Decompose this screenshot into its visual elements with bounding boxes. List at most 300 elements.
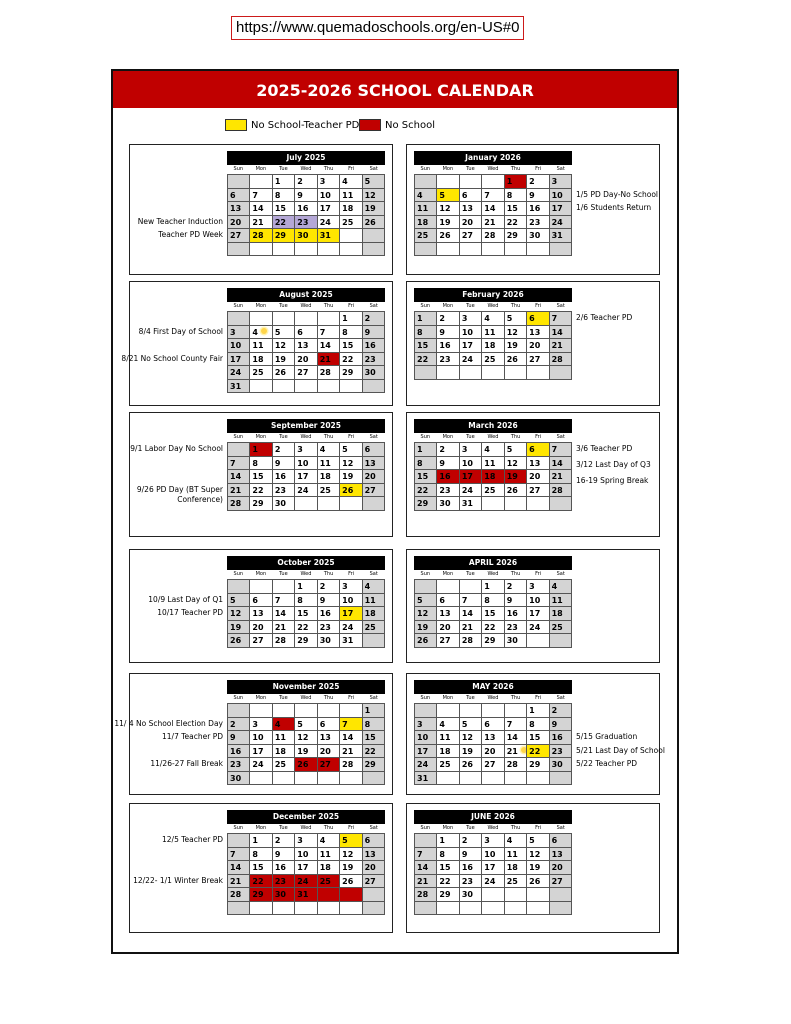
day-cell [363,366,385,380]
day-cell [415,634,437,648]
day-cell [437,718,459,732]
day-number: 21 [342,746,354,756]
day-cell [527,229,549,243]
day-number: 18 [439,746,451,756]
empty-cell [340,704,362,718]
day-cell [550,443,572,457]
empty-cell [273,243,295,257]
day-cell [550,745,572,759]
day-number: 5 [274,327,281,337]
day-number: 27 [364,876,376,886]
weekday-label: Tue [279,434,288,440]
day-cell [318,731,340,745]
day-cell [318,745,340,759]
day-cell [340,731,362,745]
day-number: 19 [342,472,354,481]
day-number: 19 [417,622,429,632]
day-cell [437,202,459,216]
day-grid [414,311,572,380]
empty-cell [318,243,340,257]
day-grid [227,833,385,915]
day-cell [363,216,385,230]
day-cell [505,731,527,745]
day-grid [227,579,385,648]
empty-cell [318,312,340,326]
day-number: 30 [364,368,376,377]
day-number: 29 [484,636,496,645]
day-number: 22 [529,746,541,756]
day-cell [460,326,482,340]
day-cell [295,731,317,745]
day-number: 18 [417,217,429,227]
day-number: 10 [529,595,541,605]
day-number: 4 [274,719,281,729]
day-number: 3 [297,836,303,845]
day-cell [415,202,437,216]
empty-cell [273,772,295,786]
day-number: 17 [297,472,309,481]
day-cell [482,718,504,732]
day-cell [340,758,362,772]
day-cell [437,758,459,772]
day-number: 21 [506,746,518,756]
day-cell [273,834,295,848]
day-number: 5 [297,719,303,729]
day-number: 6 [461,190,468,200]
day-number: 20 [439,622,451,632]
day-cell [550,758,572,772]
day-cell [228,229,250,243]
day-number: 2 [461,836,468,845]
day-cell [363,189,385,203]
day-number: 20 [319,746,331,756]
day-number: 24 [484,876,496,886]
day-cell [363,861,385,875]
day-number: 9 [506,595,513,605]
day-cell [295,216,317,230]
day-number: 23 [439,354,451,364]
day-cell [273,443,295,457]
day-number: 9 [230,733,236,742]
day-number: 11 [252,341,264,350]
day-number: 8 [274,190,281,200]
day-cell [505,758,527,772]
day-number: 2 [297,177,303,186]
day-number: 25 [319,485,331,495]
month-title: July 2025 [227,151,385,165]
day-number: 23 [461,876,473,886]
legend-label: No School-Teacher PD [251,119,360,131]
empty-cell [550,902,572,916]
day-cell [340,484,362,498]
empty-cell [295,312,317,326]
day-number: 1 [439,836,445,845]
day-cell [505,718,527,732]
day-cell [460,457,482,471]
weekday-label: Thu [323,825,334,831]
day-cell [505,607,527,621]
empty-cell [363,229,385,243]
weekday-label: Tue [466,825,475,831]
day-cell [273,175,295,189]
weekday-label: Sun [420,434,431,440]
weekday-label: Thu [323,434,334,440]
day-number: 1 [274,177,281,186]
day-number: 8 [439,849,445,859]
day-number: 10 [252,733,264,742]
weekday-label: Fri [535,571,542,577]
day-cell [363,470,385,484]
day-cell [228,594,250,608]
day-cell [363,339,385,353]
day-number: 21 [461,622,473,632]
day-number: 12 [417,609,429,618]
day-cell [273,353,295,367]
day-number: 23 [551,746,563,756]
day-cell [295,607,317,621]
day-number: 14 [484,204,496,213]
day-number: 25 [342,217,354,227]
day-number: 2 [506,582,513,591]
day-number: 14 [417,863,429,872]
day-number: 16 [364,341,376,350]
day-cell [482,202,504,216]
day-cell [460,718,482,732]
day-number: 21 [274,622,286,632]
day-cell [415,745,437,759]
day-number: 11 [342,190,354,200]
empty-cell [273,312,295,326]
empty-cell [250,380,272,394]
day-number: 8 [484,595,490,605]
day-number: 4 [319,445,326,454]
empty-cell [437,580,459,594]
day-number: 10 [230,341,242,350]
calendar-frame [111,69,679,954]
day-number: 3 [461,314,468,323]
weekday-label: Wed [300,695,312,701]
weekday-label: Mon [255,825,267,831]
weekday-label: Mon [442,434,454,440]
day-cell [460,875,482,889]
day-cell [415,731,437,745]
day-cell [363,443,385,457]
day-number: 27 [461,231,473,240]
day-cell [228,888,250,902]
day-cell [318,216,340,230]
day-number: 29 [252,890,264,899]
day-number: 25 [274,760,286,769]
day-cell [340,175,362,189]
day-cell [482,848,504,862]
empty-cell [482,902,504,916]
day-cell [527,457,549,471]
weekday-label: Wed [487,434,499,440]
day-number: 5 [461,719,468,729]
day-number: 20 [364,863,376,872]
empty-cell [505,497,527,511]
day-cell [363,312,385,326]
day-number: 8 [342,327,348,337]
weekday-label: Fri [535,303,542,309]
day-cell [415,875,437,889]
day-number: 12 [439,204,451,213]
weekday-label: Wed [487,303,499,309]
day-number: 18 [274,746,286,756]
month-panel-december-2025 [129,803,393,933]
weekday-label: Thu [510,303,521,309]
day-cell [318,607,340,621]
day-number: 29 [297,636,309,645]
day-cell [482,731,504,745]
weekday-label: Fri [348,695,355,701]
day-number: 21 [230,876,242,886]
day-number: 31 [230,381,242,391]
day-cell [482,484,504,498]
day-cell [340,607,362,621]
day-cell [460,607,482,621]
day-number: 30 [274,890,286,899]
empty-cell [340,497,362,511]
day-number: 5 [342,445,348,454]
day-number: 7 [461,595,468,605]
month-note: 10/17 Teacher PD [157,608,223,617]
empty-cell [527,902,549,916]
day-cell [363,758,385,772]
empty-cell [295,902,317,916]
day-cell [295,745,317,759]
day-cell [228,731,250,745]
day-number: 5 [529,836,535,845]
day-cell [295,339,317,353]
day-cell [527,326,549,340]
day-cell [415,216,437,230]
month-calendar [414,288,572,380]
day-cell [250,189,272,203]
day-cell [415,607,437,621]
day-grid [414,174,572,256]
day-cell [228,772,250,786]
day-number: 19 [506,341,518,350]
day-cell [505,580,527,594]
day-cell [273,745,295,759]
day-cell [527,594,549,608]
day-number: 13 [529,458,541,468]
month-note: 5/15 Graduation [576,732,638,741]
day-cell [505,834,527,848]
day-number: 19 [342,863,354,872]
month-panel-september-2025 [129,412,393,537]
day-cell [460,861,482,875]
day-cell [482,745,504,759]
day-cell [318,621,340,635]
day-number: 13 [439,609,451,618]
weekday-header [414,433,572,442]
month-note: 8/4 First Day of School [138,326,223,336]
day-number: 4 [364,582,371,591]
day-cell [363,594,385,608]
day-cell [527,353,549,367]
day-number: 10 [297,849,309,859]
day-cell [505,216,527,230]
weekday-label: Sat [369,303,378,309]
day-number: 29 [364,760,376,769]
month-title: APRIL 2026 [414,556,572,570]
empty-cell [295,380,317,394]
day-cell [340,312,362,326]
day-cell [505,634,527,648]
empty-cell [340,772,362,786]
day-number: 14 [252,204,264,213]
day-cell [340,861,362,875]
day-number: 17 [342,609,354,618]
day-cell [318,339,340,353]
day-cell [415,470,437,484]
day-number: 6 [529,445,535,454]
weekday-label: Mon [442,303,454,309]
empty-cell [527,888,549,902]
day-cell [250,470,272,484]
weekday-label: Wed [487,166,499,172]
empty-cell [318,772,340,786]
month-panel-june-2026 [406,803,660,933]
month-title: August 2025 [227,288,385,302]
month-calendar [227,556,385,648]
empty-cell [527,772,549,786]
day-number: 5 [230,595,236,605]
day-number: 25 [364,622,376,632]
day-number: 16 [230,746,242,756]
day-cell [295,189,317,203]
weekday-header [414,165,572,174]
day-number: 9 [364,327,371,337]
day-number: 9 [529,190,535,200]
day-number: 29 [417,499,429,508]
legend-swatch-no-school [359,119,381,131]
day-number: 22 [417,354,429,364]
day-number: 24 [461,354,473,364]
day-number: 9 [439,327,445,337]
day-number: 24 [319,217,331,227]
day-cell [295,457,317,471]
calendar-title: 2025-2026 SCHOOL CALENDAR [113,71,677,108]
day-cell [505,175,527,189]
day-cell [527,875,549,889]
empty-cell [250,580,272,594]
day-cell [250,875,272,889]
empty-cell [363,888,385,902]
day-number: 13 [484,733,496,742]
day-number: 26 [274,368,286,377]
day-cell [550,580,572,594]
weekday-label: Wed [487,695,499,701]
day-cell [295,326,317,340]
weekday-label: Wed [487,571,499,577]
day-cell [340,443,362,457]
empty-cell [505,772,527,786]
month-note: 1/5 PD Day-No School [576,189,659,199]
day-number: 31 [461,499,473,508]
day-cell [273,457,295,471]
day-number: 1 [252,836,258,845]
day-cell [273,848,295,862]
day-cell [318,580,340,594]
legend-item-teacher-pd [225,119,359,131]
day-cell [505,339,527,353]
empty-cell [340,229,362,243]
empty-cell [295,243,317,257]
day-cell [228,326,250,340]
empty-cell [505,704,527,718]
day-cell [250,634,272,648]
day-cell [460,470,482,484]
day-cell [250,353,272,367]
day-number: 23 [364,354,376,364]
day-number: 17 [461,472,473,481]
day-number: 9 [319,595,326,605]
day-number: 29 [506,231,518,240]
day-number: 1 [364,706,371,715]
day-cell [318,229,340,243]
day-number: 2 [529,177,535,186]
day-number: 17 [417,746,429,756]
empty-cell [482,366,504,380]
day-number: 25 [484,354,496,364]
day-cell [250,484,272,498]
empty-cell [250,902,272,916]
month-note: 12/5 Teacher PD [162,835,223,844]
day-cell [460,353,482,367]
empty-cell [363,497,385,511]
weekday-label: Thu [323,166,334,172]
day-cell [437,229,459,243]
day-cell [505,229,527,243]
day-number: 26 [506,354,518,364]
weekday-label: Fri [348,434,355,440]
weekday-label: Sun [420,571,431,577]
day-number: 21 [551,341,563,350]
day-number: 27 [297,368,309,377]
day-cell [482,339,504,353]
day-number: 6 [484,719,490,729]
day-cell [295,848,317,862]
day-cell [273,202,295,216]
day-number: 17 [319,204,331,213]
weekday-label: Mon [442,571,454,577]
weekday-label: Thu [323,695,334,701]
empty-cell [460,772,482,786]
month-calendar [227,680,385,785]
day-number: 25 [319,876,331,886]
day-cell [318,457,340,471]
day-number: 12 [342,849,354,859]
day-cell [415,189,437,203]
day-number: 17 [484,863,496,872]
day-cell [437,594,459,608]
day-grid [227,311,385,393]
day-cell [527,745,549,759]
day-cell [340,353,362,367]
weekday-label: Sat [556,303,565,309]
day-cell [550,326,572,340]
day-cell [250,861,272,875]
day-cell [273,718,295,732]
day-cell [415,758,437,772]
weekday-label: Tue [466,166,475,172]
day-number: 20 [252,622,264,632]
day-cell [482,580,504,594]
day-number: 24 [551,217,563,227]
